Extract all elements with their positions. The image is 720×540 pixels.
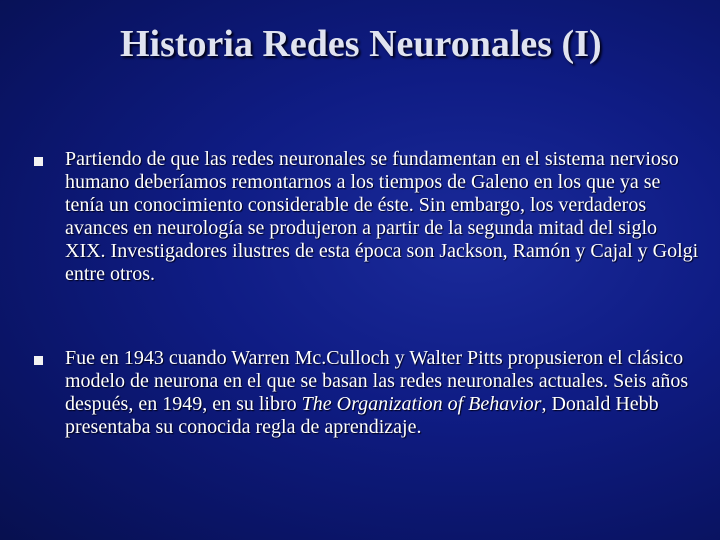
square-bullet-icon bbox=[34, 356, 43, 365]
bullet-item-history-origins bbox=[34, 148, 700, 286]
bullet-text-end: , Donald Hebb presentaba su conocida regla de aprendizaje. bbox=[65, 393, 659, 438]
bullet-text: Partiendo de que las redes neuronales se fundamentan en el sistema nervioso humano deberíamos remontarnos a los tiempos de Galeno en los que ya se tenía un conocimiento considerable de éste. Sin embargo, los verdaderos avances en neurología se produjeron a partir de la segunda mitad del siglo XIX. Investigadores ilustres de esta época son Jackson, Ramón y Cajal y Golgi entre otros. bbox=[65, 148, 699, 285]
bullet-item-mcculloch-pitts bbox=[34, 347, 700, 439]
bullet-text-start: Fue en 1943 cuando Warren Mc.Culloch y Walter Pitts propusieron el clásico modelo de neurona en el que se basan las redes neuronales actuales. Seis años después, en 1949, en su libro bbox=[65, 347, 689, 415]
bullet-list bbox=[34, 148, 700, 439]
book-title: The Organization of Behavior bbox=[301, 393, 542, 415]
slide-title: Historia Redes Neuronales (I) bbox=[120, 23, 602, 65]
square-bullet-icon bbox=[34, 157, 43, 166]
